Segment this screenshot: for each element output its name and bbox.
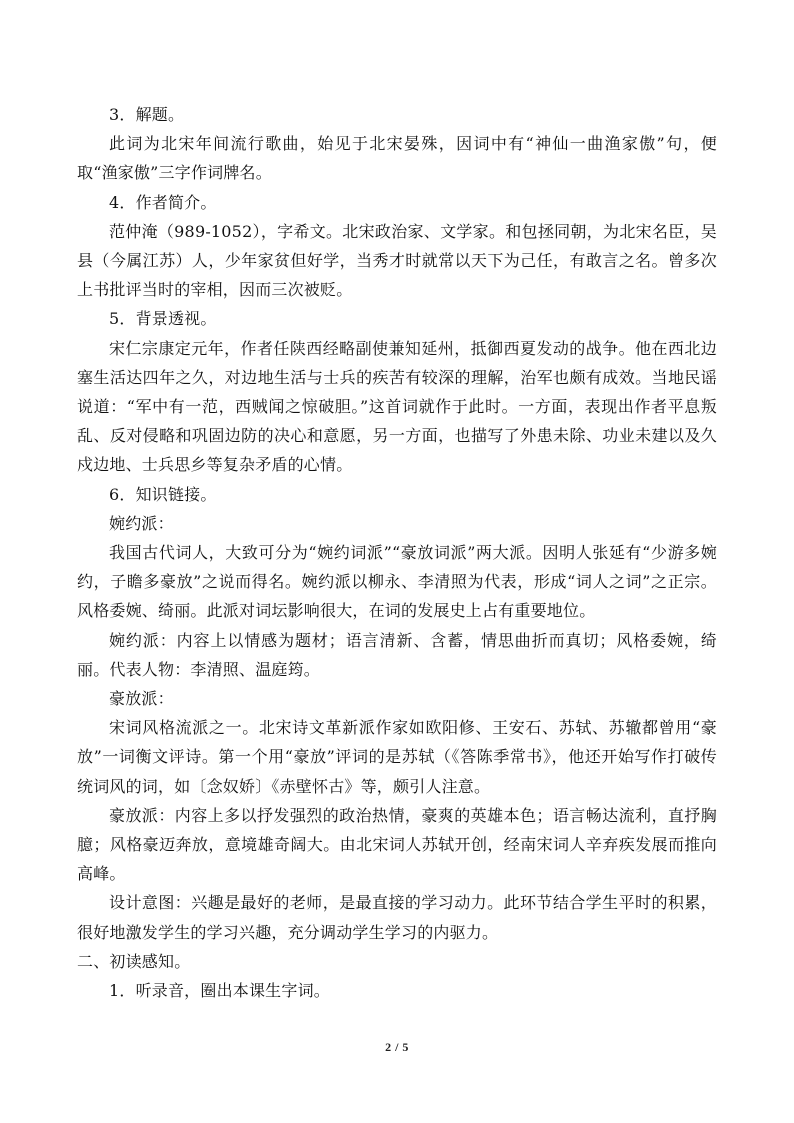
section-heading-topic: 3．解题。: [109, 105, 185, 124]
section-heading-background: 5．背景透视。: [109, 309, 217, 329]
paragraph-background: 宋仁宗康定元年，作者任陕西经略副使兼知延州，抵御西夏发动的战争。他在西北边塞生活达四年之久，对边地生活与士兵的疾苦有较深的理解，治军也颇有成效。当地民谣说道：“军中有一范，西贼闻之惊破胆。”这首词就作于此时。一方面，表现出作者平息叛乱、反对侵略和巩固边防的决心和意愿，另一方面，也描写了外患未除、功业未建以及久戍边地、士兵思乡等复杂矛盾的心情。: [77, 338, 717, 475]
paragraph-wanyue-features: 婉约派：内容上以情感为题材；语言清新、含蓄，情思曲折而真切；风格委婉，绮丽。代表人物：李清照、温庭筠。: [77, 630, 717, 679]
paragraph-design-intent: 设计意图：兴趣是最好的老师，是最直接的学习动力。此环节结合学生平时的积累，很好地激发学生的学习兴趣，充分调动学生学习的内驱力。: [77, 893, 717, 942]
page-number: 2 / 5: [385, 1040, 409, 1054]
section-heading-first-reading: 二、初读感知。: [77, 951, 191, 971]
document-body: [77, 100, 717, 1005]
section-heading-knowledge-link: 6．知识链接。: [109, 484, 217, 504]
paragraph-topic-explanation: 此词为北宋年间流行歌曲，始见于北宋晏殊，因词中有“神仙一曲渔家傲”句，便取“渔家傲”三字作词牌名。: [77, 134, 717, 183]
paragraph-haofang-features: 豪放派：内容上多以抒发强烈的政治热情，豪爽的英雄本色；语言畅达流利，直抒胸臆；风格豪迈奔放，意境雄奇阔大。由北宋词人苏轼开创，经南宋词人辛弃疾发展而推向高峰。: [77, 805, 717, 884]
paragraph-wanyue-origin: 我国古代词人，大致可分为“婉约词派”“豪放词派”两大派。因明人张延有“少游多婉约，子瞻多豪放”之说而得名。婉约派以柳永、李清照为代表，形成“词人之词”之正宗。风格委婉、绮丽。此派对词坛影响很大，在词的发展史上占有重要地位。: [77, 543, 717, 621]
paragraph-author-intro: 范仲淹（989-1052），字希文。北宋政治家、文学家。和包拯同朝，为北宋名臣，吴县（今属江苏）人，少年家贫但好学，当秀才时就常以天下为己任，有敢言之名。曾多次上书批评当时的宰相，因而三次被贬。: [77, 221, 717, 300]
list-item-listen-recording: 1．听录音，圈出本课生字词。: [109, 981, 330, 1001]
subheading-haofang: 豪放派：: [109, 689, 174, 709]
paragraph-haofang-origin: 宋词风格流派之一。北宋诗文革新派作家如欧阳修、王安石、苏轼、苏辙都曾用“豪放”一词衡文评诗。第一个用“豪放”评词的是苏轼（《答陈季常书》，他还开始写作打破传统词风的词，如〔念奴娇〕《赤壁怀古》等，颇引人注意。: [77, 718, 717, 796]
section-heading-author: 4．作者简介。: [109, 192, 217, 212]
subheading-wanyue: 婉约派：: [109, 513, 174, 533]
